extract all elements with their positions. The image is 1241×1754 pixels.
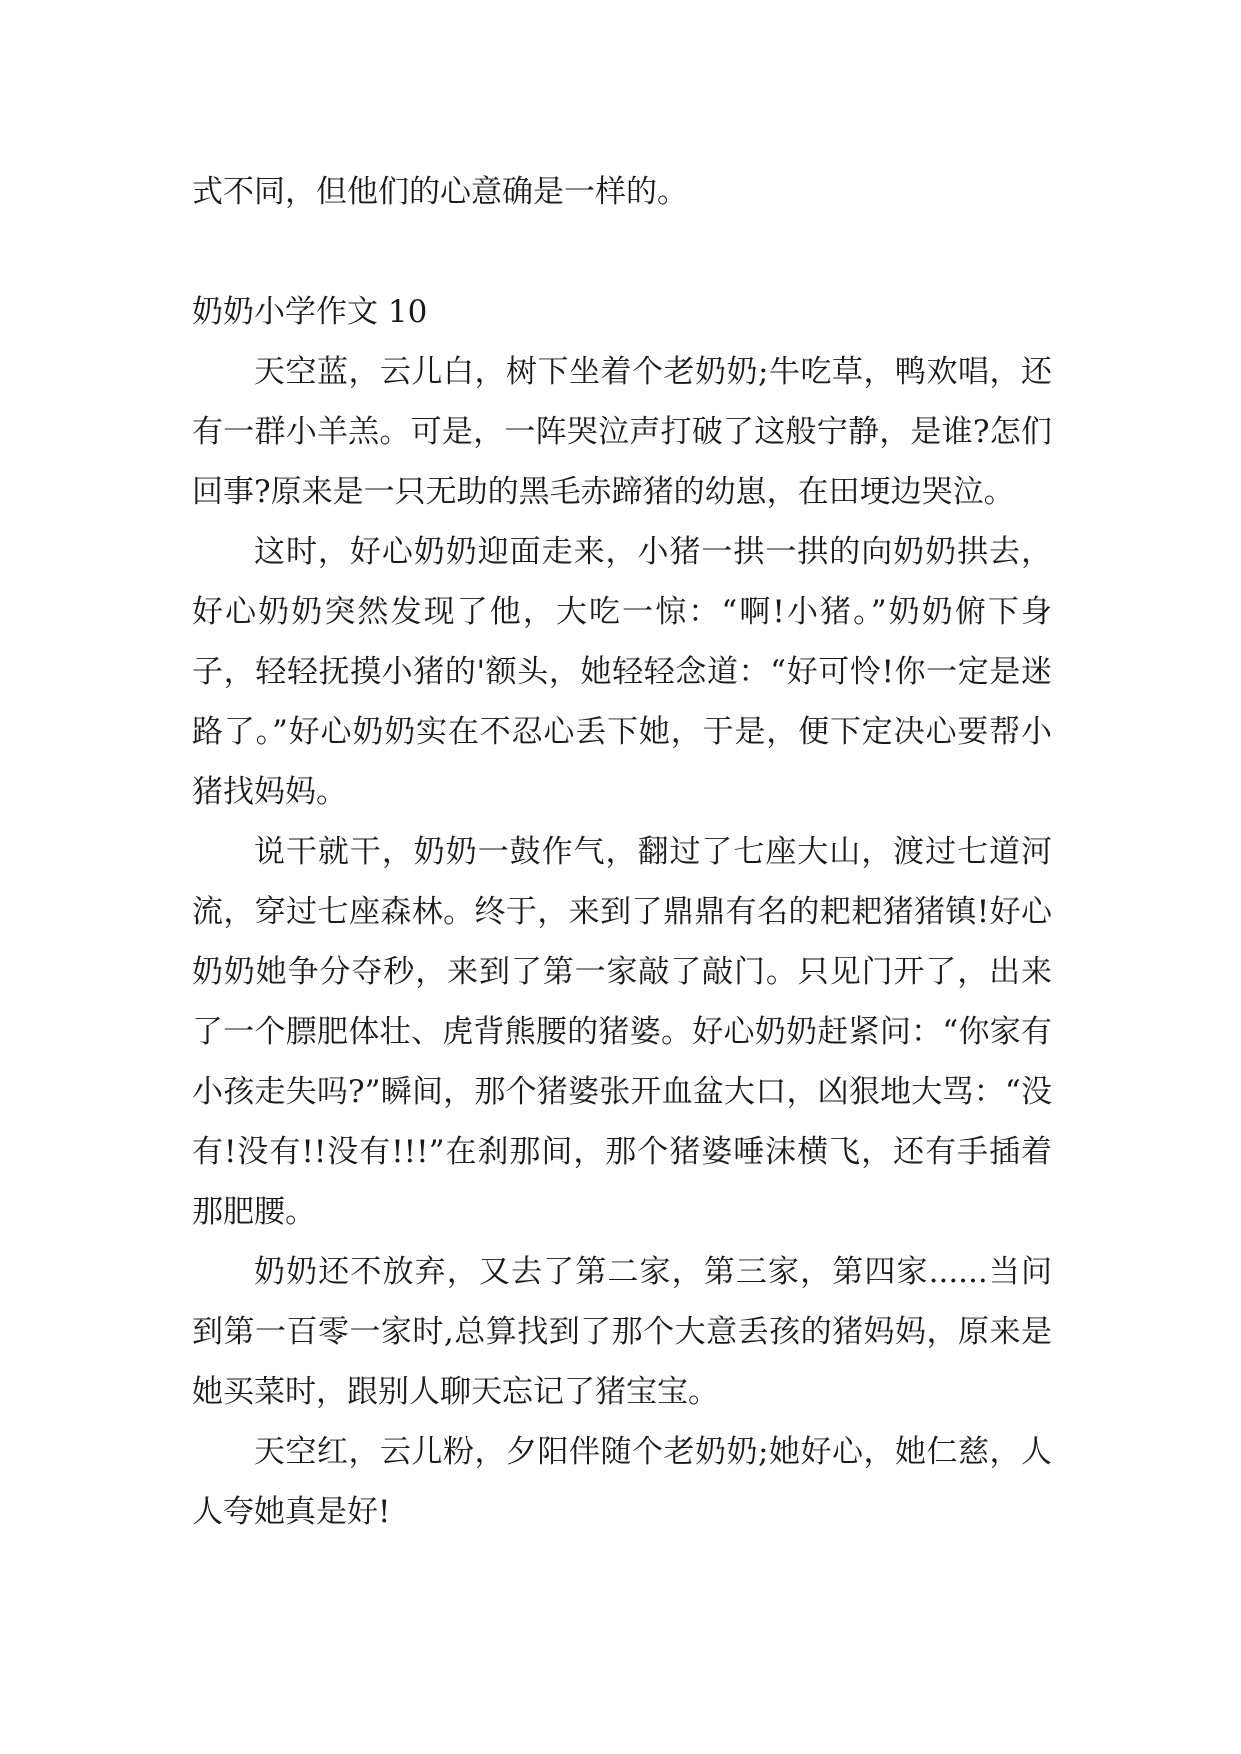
- body-paragraph: 奶奶还不放弃，又去了第二家，第三家，第四家......当问到第一百零一家时,总算找到了那个大意丢孩的猪妈妈，原来是她买菜时，跟别人聊天忘记了猪宝宝。: [192, 1254, 1052, 1410]
- continuation-paragraph: 式不同，但他们的心意确是一样的。: [192, 174, 688, 210]
- body-paragraph: 天空红，云儿粉，夕阳伴随个老奶奶;她好心，她仁慈，人人夸她真是好!: [192, 1434, 1052, 1530]
- body-paragraph: 说干就干，奶奶一鼓作气，翻过了七座大山，渡过七道河流，穿过七座森林。终于，来到了鼎鼎有名的耙耙猪猪镇!好心奶奶她争分夺秒，来到了第一家敲了敲门。只见门开了，出来了一个膘肥体壮、虎背熊腰的猪婆。好心奶奶赶紧问：“你家有小孩走失吗?”瞬间，那个猪婆张开血盆大口，凶狠地大骂：“没有!没有!!没有!!!”在刹那间，那个猪婆唾沫横飞，还有手插着那肥腰。: [192, 834, 1052, 1230]
- document-body: [192, 162, 1052, 1542]
- body-paragraph: 天空蓝，云儿白，树下坐着个老奶奶;牛吃草，鸭欢唱，还有一群小羊羔。可是，一阵哭泣声打破了这般宁静，是谁?怎们回事?原来是一只无助的黑毛赤蹄猪的幼崽，在田埂边哭泣。: [192, 354, 1052, 510]
- section-title: 奶奶小学作文 10: [192, 294, 428, 330]
- body-paragraph: 这时，好心奶奶迎面走来，小猪一拱一拱的向奶奶拱去，好心奶奶突然发现了他，大吃一惊：“啊!小猪。”奶奶俯下身子，轻轻抚摸小猪的'额头，她轻轻念道：“好可怜!你一定是迷路了。”好心奶奶实在不忍心丢下她，于是，便下定决心要帮小猪找妈妈。: [192, 534, 1052, 810]
